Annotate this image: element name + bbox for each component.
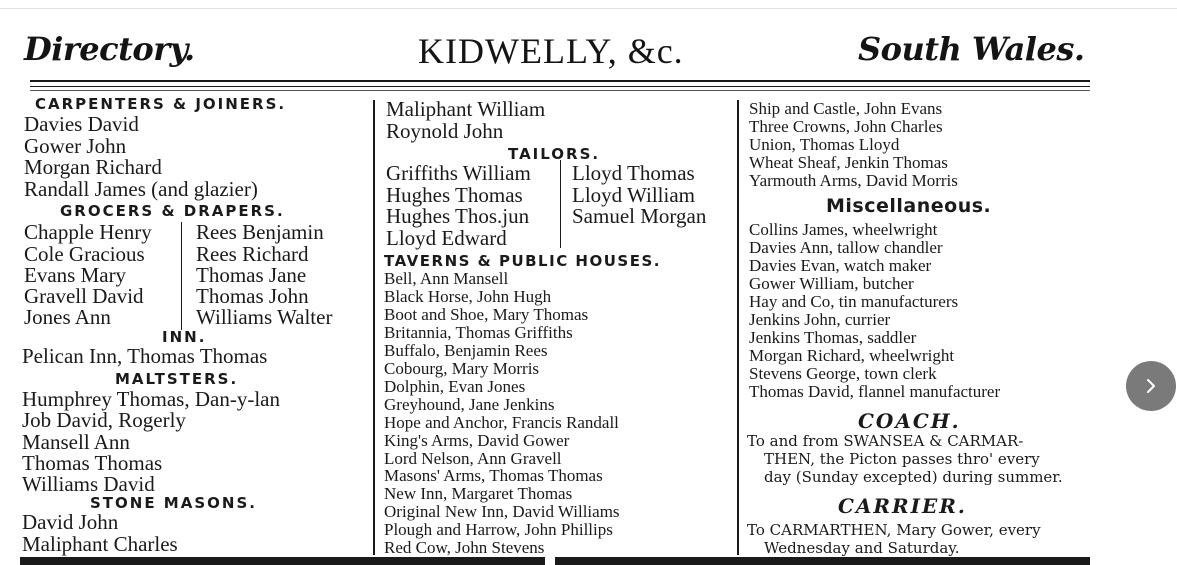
section-heading-grocers: GROCERS & DRAPERS. <box>60 202 285 220</box>
list-item: Hughes Thomas <box>386 183 523 207</box>
coach-line: day (Sunday excepted) during summer. <box>764 468 1063 486</box>
list-item: Black Horse, John Hugh <box>384 287 552 306</box>
list-item: Britannia, Thomas Griffiths <box>384 323 573 342</box>
carrier-line: To CARMARTHEN, Mary Gower, every <box>747 521 1041 539</box>
list-item: Stevens George, town clerk <box>749 364 937 383</box>
header-left-title: Directory. <box>24 30 195 68</box>
list-item: Ship and Castle, John Evans <box>749 99 943 118</box>
list-item: Original New Inn, David Williams <box>384 502 620 521</box>
tailors-divider <box>560 160 561 248</box>
section-heading-coach: COACH. <box>858 409 961 433</box>
list-item: Gower William, butcher <box>749 274 914 293</box>
list-item: Hay and Co, tin manufacturers <box>749 292 959 311</box>
list-item: Davies David <box>24 112 139 136</box>
list-item: Wheat Sheaf, Jenkin Thomas <box>749 153 948 172</box>
list-item: Evans Mary <box>24 263 127 287</box>
list-item: Lord Nelson, Ann Gravell <box>384 449 562 468</box>
coach-line: To and from SWANSEA & CARMAR- <box>747 432 1024 450</box>
list-item: Randall James (and glazier) <box>24 177 258 201</box>
carrier-line: Wednesday and Saturday. <box>764 539 960 557</box>
list-item: Griffiths William <box>386 161 531 185</box>
list-item: Red Cow, John Stevens <box>384 538 545 557</box>
list-item: King's Arms, David Gower <box>384 431 570 450</box>
bottom-rule-right <box>555 557 1090 565</box>
list-item: Jones Ann <box>24 305 111 329</box>
list-item: Hope and Anchor, Francis Randall <box>384 413 619 432</box>
list-item: Yarmouth Arms, David Morris <box>749 171 958 190</box>
section-heading-inn: INN. <box>162 328 207 346</box>
list-item: Maliphant William <box>386 97 546 121</box>
list-item: Masons' Arms, Thomas Thomas <box>384 466 603 485</box>
grocers-divider <box>181 222 182 330</box>
list-item: Maliphant Charles <box>22 532 178 556</box>
bottom-rule-left <box>20 557 545 565</box>
list-item: Greyhound, Jane Jenkins <box>384 395 555 414</box>
column-divider-2 <box>737 100 739 555</box>
list-item: Hughes Thos.jun <box>386 204 530 228</box>
list-item: Thomas John <box>196 284 309 308</box>
list-item: Morgan Richard, wheelwright <box>749 346 955 365</box>
section-heading-maltsters: MALTSTERS. <box>115 370 239 388</box>
list-item: Rees Richard <box>196 242 309 266</box>
list-item: Union, Thomas Lloyd <box>749 135 900 154</box>
list-item: Bell, Ann Mansell <box>384 269 509 288</box>
list-item: Lloyd Thomas <box>572 161 695 185</box>
section-heading-misc: Miscellaneous. <box>826 195 992 217</box>
next-page-button[interactable] <box>1126 361 1176 411</box>
list-item: Cole Gracious <box>24 242 145 266</box>
list-item: Dolphin, Evan Jones <box>384 377 526 396</box>
list-item: Thomas Thomas <box>22 451 163 475</box>
list-item: Three Crowns, John Charles <box>749 117 943 136</box>
list-item: Lloyd William <box>572 183 696 207</box>
section-heading-carpenters: CARPENTERS & JOINERS. <box>35 95 287 113</box>
section-heading-carrier: CARRIER. <box>838 494 967 518</box>
column-divider-1 <box>373 100 375 555</box>
list-item: Chapple Henry <box>24 220 152 244</box>
list-item: Jenkins John, currier <box>749 310 891 329</box>
list-item: Buffalo, Benjamin Rees <box>384 341 548 360</box>
list-item: Williams Walter <box>196 305 333 329</box>
list-item: Davies Ann, tallow chandler <box>749 238 943 257</box>
list-item: Boot and Shoe, Mary Thomas <box>384 305 589 324</box>
coach-line: THEN, the Picton passes thro' every <box>764 450 1040 468</box>
chevron-right-icon <box>1143 378 1159 394</box>
section-heading-stonemasons: STONE MASONS. <box>90 494 257 512</box>
list-item: Gower John <box>24 134 127 158</box>
list-item: David John <box>22 510 119 534</box>
list-item: Lloyd Edward <box>386 226 507 250</box>
list-item: New Inn, Margaret Thomas <box>384 484 573 503</box>
list-item: Cobourg, Mary Morris <box>384 359 540 378</box>
section-heading-tailors: TAILORS. <box>508 145 601 163</box>
list-item: Williams David <box>22 472 155 496</box>
header-right-title: South Wales. <box>858 30 1085 68</box>
list-item: Thomas David, flannel manufacturer <box>749 382 1001 401</box>
list-item: Roynold John <box>386 119 504 143</box>
list-item: Samuel Morgan <box>572 204 707 228</box>
header-center-title: KIDWELLY, &c. <box>418 31 684 71</box>
section-heading-taverns: TAVERNS & PUBLIC HOUSES. <box>384 252 661 270</box>
list-item: Plough and Harrow, John Phillips <box>384 520 613 539</box>
header-rule-thick <box>30 80 1090 82</box>
list-item: Pelican Inn, Thomas Thomas <box>22 344 268 368</box>
top-divider <box>0 8 1177 9</box>
list-item: Collins James, wheelwright <box>749 220 938 239</box>
list-item: Humphrey Thomas, Dan-y-lan <box>22 387 280 411</box>
header-rule-hairline <box>30 90 1090 91</box>
list-item: Morgan Richard <box>24 155 162 179</box>
list-item: Mansell Ann <box>22 430 130 454</box>
list-item: Jenkins Thomas, saddler <box>749 328 917 347</box>
list-item: Job David, Rogerly <box>22 408 186 432</box>
list-item: Thomas Jane <box>196 263 307 287</box>
list-item: Rees Benjamin <box>196 220 324 244</box>
list-item: Davies Evan, watch maker <box>749 256 932 275</box>
list-item: Gravell David <box>24 284 144 308</box>
header-rule-thin <box>30 86 1090 87</box>
